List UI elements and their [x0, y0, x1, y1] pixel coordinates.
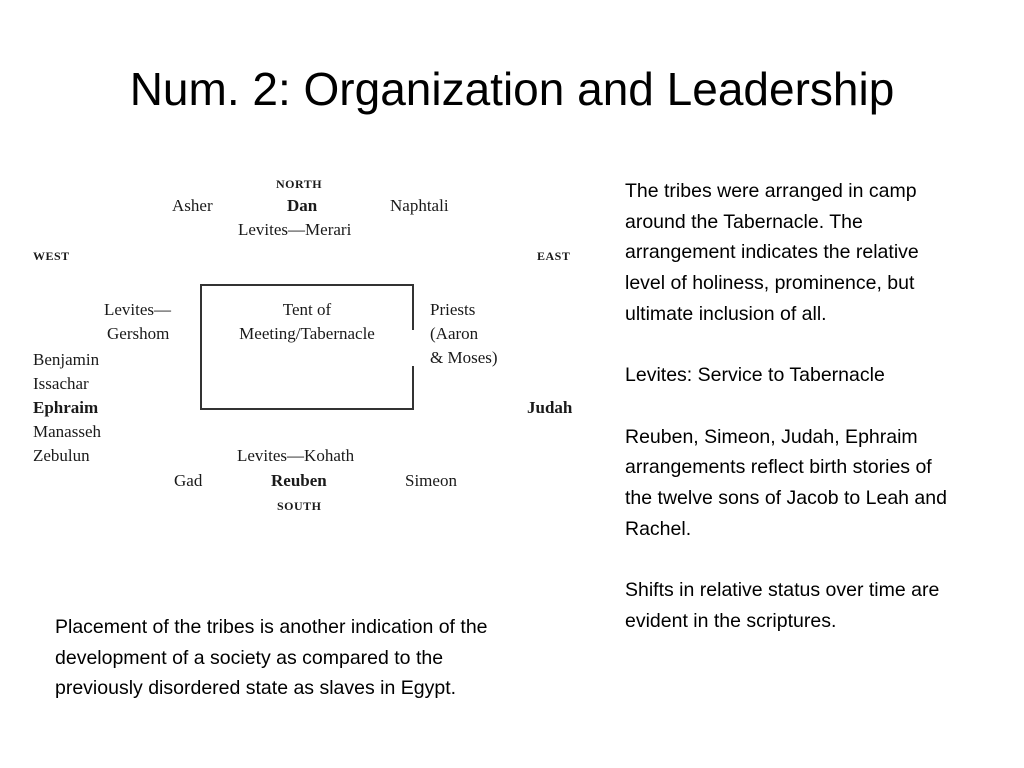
side-notes	[625, 176, 955, 667]
west-tribe-1: Benjamin	[33, 350, 100, 369]
north-main-tribe: Dan	[287, 196, 318, 215]
north-left-tribe: Asher	[172, 196, 213, 215]
west-heading: WEST	[33, 249, 70, 263]
side-note-shifts: Shifts in relative status over time are evident in the scriptures.	[625, 579, 940, 632]
west-levites-line2: Gershom	[107, 324, 170, 343]
bottom-note: Placement of the tribes is another indication of the development of a society as compared to the previously disordered state as slaves in Egypt.	[55, 616, 488, 700]
east-priests-line2: (Aaron	[430, 324, 479, 343]
side-note-levites: Levites: Service to Tabernacle	[625, 364, 885, 387]
south-right-tribe: Simeon	[405, 471, 457, 490]
east-priests-line3: & Moses)	[430, 348, 498, 367]
south-levites: Levites—Kohath	[237, 446, 355, 465]
side-note-arrangement: The tribes were arranged in camp around the Tabernacle. The arrangement indicates the relative level of holiness, prominence, but ultimate inclusion of all.	[625, 180, 919, 325]
west-tribe-2: Issachar	[33, 374, 89, 393]
tabernacle-box-right-bottom	[412, 366, 414, 408]
west-tribe-3: Ephraim	[33, 398, 99, 417]
south-main-tribe: Reuben	[271, 471, 327, 490]
east-main-tribe: Judah	[527, 398, 573, 417]
tabernacle-label-line1: Tent of	[282, 300, 332, 319]
slide-title: Num. 2: Organization and Leadership	[129, 63, 895, 115]
side-note-birth-stories: Reuben, Simeon, Judah, Ephraim arrangements reflect birth stories of the twelve sons of Jacob to Leah and Rachel.	[625, 425, 947, 540]
west-levites-line1: Levites—	[104, 300, 172, 319]
north-levites: Levites—Merari	[238, 220, 352, 239]
camp-arrangement-diagram	[0, 0, 600, 540]
north-heading: NORTH	[276, 177, 323, 191]
tabernacle-label-line2: Meeting/Tabernacle	[239, 324, 375, 343]
east-heading: EAST	[537, 249, 571, 263]
east-priests-line1: Priests	[430, 300, 476, 319]
north-right-tribe: Naphtali	[390, 196, 449, 215]
west-tribe-4: Manasseh	[33, 422, 101, 441]
south-left-tribe: Gad	[174, 471, 203, 490]
south-heading: SOUTH	[277, 499, 322, 513]
west-tribe-5: Zebulun	[33, 446, 90, 465]
